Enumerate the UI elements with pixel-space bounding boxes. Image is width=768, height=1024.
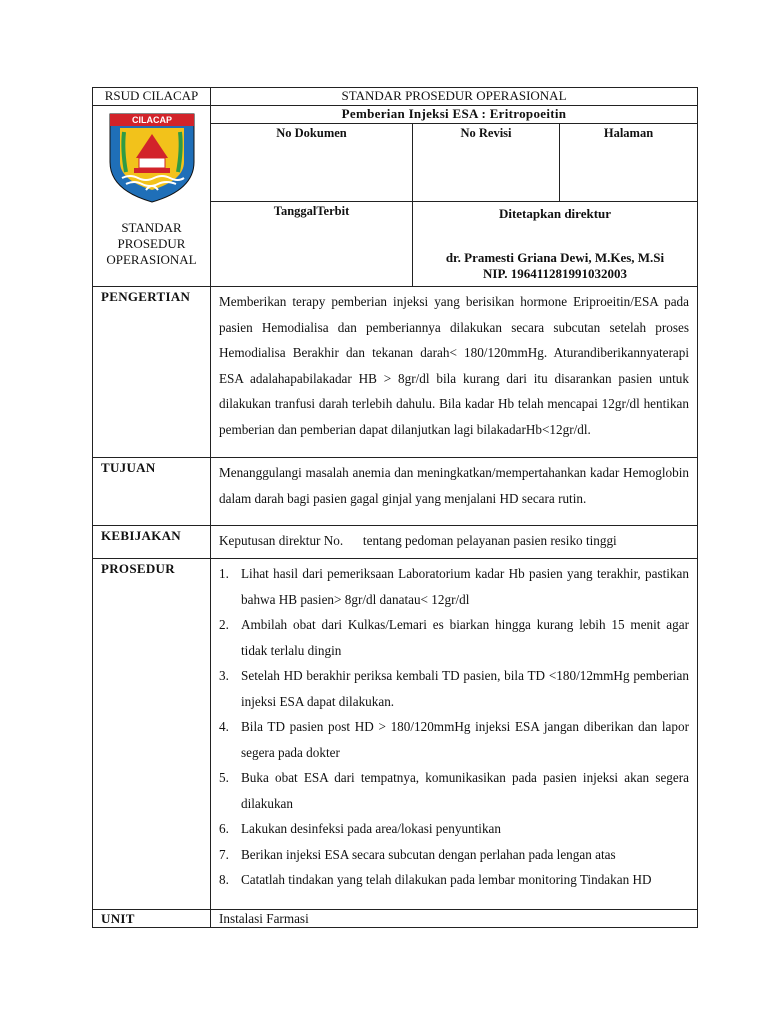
prosedur-item — [219, 765, 689, 816]
unit-label: UNIT — [93, 910, 211, 928]
no-revisi-label: No Revisi — [413, 124, 560, 201]
sop-document — [92, 87, 697, 928]
pengertian-text: Memberikan terapy pemberian injeksi yang berisikan hormone Eriproeitin/ESA pada pasien Hemodialisa dan pemberiannya dilakukan secara subcutan setelah proses Hemodialisa Berakhir dan tekanan darah< 180/120mmHg. Aturandiberikannyaterapi ESA adalahapabilakadar HB > 8gr/dl bila kurang dari itu disarankan pasien untuk dilakukan tranfusi darah terlebih dahulu. Bila kadar Hb telah mencapai 12gr/dl hentikan pemberian dan pemberian dapat dilanjutkan lagi bilakadarHb<12gr/dl. — [219, 294, 689, 437]
sop-table — [92, 87, 698, 928]
prosedur-item-text: Catatlah tindakan yang telah dilakukan pada lembar monitoring Tindakan HD — [241, 872, 652, 887]
prosedur-item — [219, 612, 689, 663]
prosedur-label: PROSEDUR — [93, 559, 211, 910]
prosedur-item-number: 4. — [219, 719, 229, 734]
no-dokumen-label: No Dokumen — [211, 124, 413, 201]
prosedur-item-text: Bila TD pasien post HD > 180/120mmHg injeksi ESA jangan diberikan dan lapor segera pada dokter — [241, 719, 689, 760]
prosedur-item-number: 3. — [219, 668, 229, 683]
doc-type-title: STANDAR PROSEDUR OPERASIONAL — [211, 88, 698, 106]
unit-text: Instalasi Farmasi — [219, 911, 309, 926]
prosedur-item-text: Buka obat ESA dari tempatnya, komunikasikan pada pasien injeksi akan segera dilakukan — [241, 770, 689, 811]
prosedur-item — [219, 714, 689, 765]
prosedur-item-number: 8. — [219, 872, 229, 887]
left-label-line2: PROSEDUR — [117, 236, 186, 251]
director-name: dr. Pramesti Griana Dewi, M.Kes, M.Si — [445, 250, 665, 265]
prosedur-item-number: 6. — [219, 821, 229, 836]
prosedur-item-text: Lihat hasil dari pemeriksaan Laboratorium kadar Hb pasien yang terakhir, pastikan bahwa HB pasien> 8gr/dl danatau< 12gr/dl — [241, 566, 689, 607]
prosedur-item-text: Berikan injeksi ESA secara subcutan dengan perlahan pada lengan atas — [241, 846, 616, 862]
kebijakan-text: Keputusan direktur No. tentang pedoman pelayanan pasien resiko tinggi — [219, 533, 617, 548]
logo-banner-text: CILACAP — [131, 115, 172, 125]
doc-info-cell — [211, 124, 698, 202]
prosedur-item-text: Setelah HD berakhir periksa kembali TD pasien, bila TD <180/12mmHg pemberian injeksi ESA dapat dilakukan. — [241, 668, 689, 709]
left-label-line3: OPERASIONAL — [106, 252, 197, 267]
prosedur-item-text: Ambilah obat dari Kulkas/Lemari es biarkan hingga kurang lebih 15 menit agar tidak terlalu dingin — [241, 617, 689, 658]
kebijakan-label: KEBIJAKAN — [93, 526, 211, 559]
prosedur-item — [219, 816, 689, 842]
prosedur-item — [219, 561, 689, 612]
approval-cell — [211, 202, 698, 287]
procedure-title: Pemberian Injeksi ESA : Eritropoeitin — [211, 106, 698, 124]
prosedur-item-text: Lakukan desinfeksi pada area/lokasi penyuntikan — [241, 821, 501, 836]
halaman-label: Halaman — [603, 126, 654, 140]
cilacap-crest-icon — [106, 110, 198, 204]
hospital-name: RSUD CILACAP — [93, 88, 211, 106]
prosedur-item — [219, 842, 689, 868]
tanggal-terbit-label: TanggalTerbit — [211, 202, 413, 286]
prosedur-item-number: 5. — [219, 770, 229, 785]
ditetapkan-label: Ditetapkan direktur — [498, 206, 612, 221]
pengertian-label: PENGERTIAN — [93, 287, 211, 458]
prosedur-item-number: 2. — [219, 617, 229, 632]
prosedur-list — [211, 559, 697, 893]
tujuan-label: TUJUAN — [93, 458, 211, 526]
left-label-line1: STANDAR — [121, 220, 182, 235]
prosedur-item-number: 1. — [219, 566, 229, 581]
director-nip: NIP. 196411281991032003 — [483, 266, 627, 281]
tujuan-text: Menanggulangi masalah anemia dan meningkatkan/mempertahankan kadar Hemoglobin dalam darah bagi pasien gagal ginjal yang menjalani HD secara rutin. — [219, 465, 689, 506]
prosedur-item — [219, 867, 689, 893]
prosedur-item-number: 7. — [219, 846, 229, 862]
logo-cell — [93, 106, 211, 287]
prosedur-item — [219, 663, 689, 714]
